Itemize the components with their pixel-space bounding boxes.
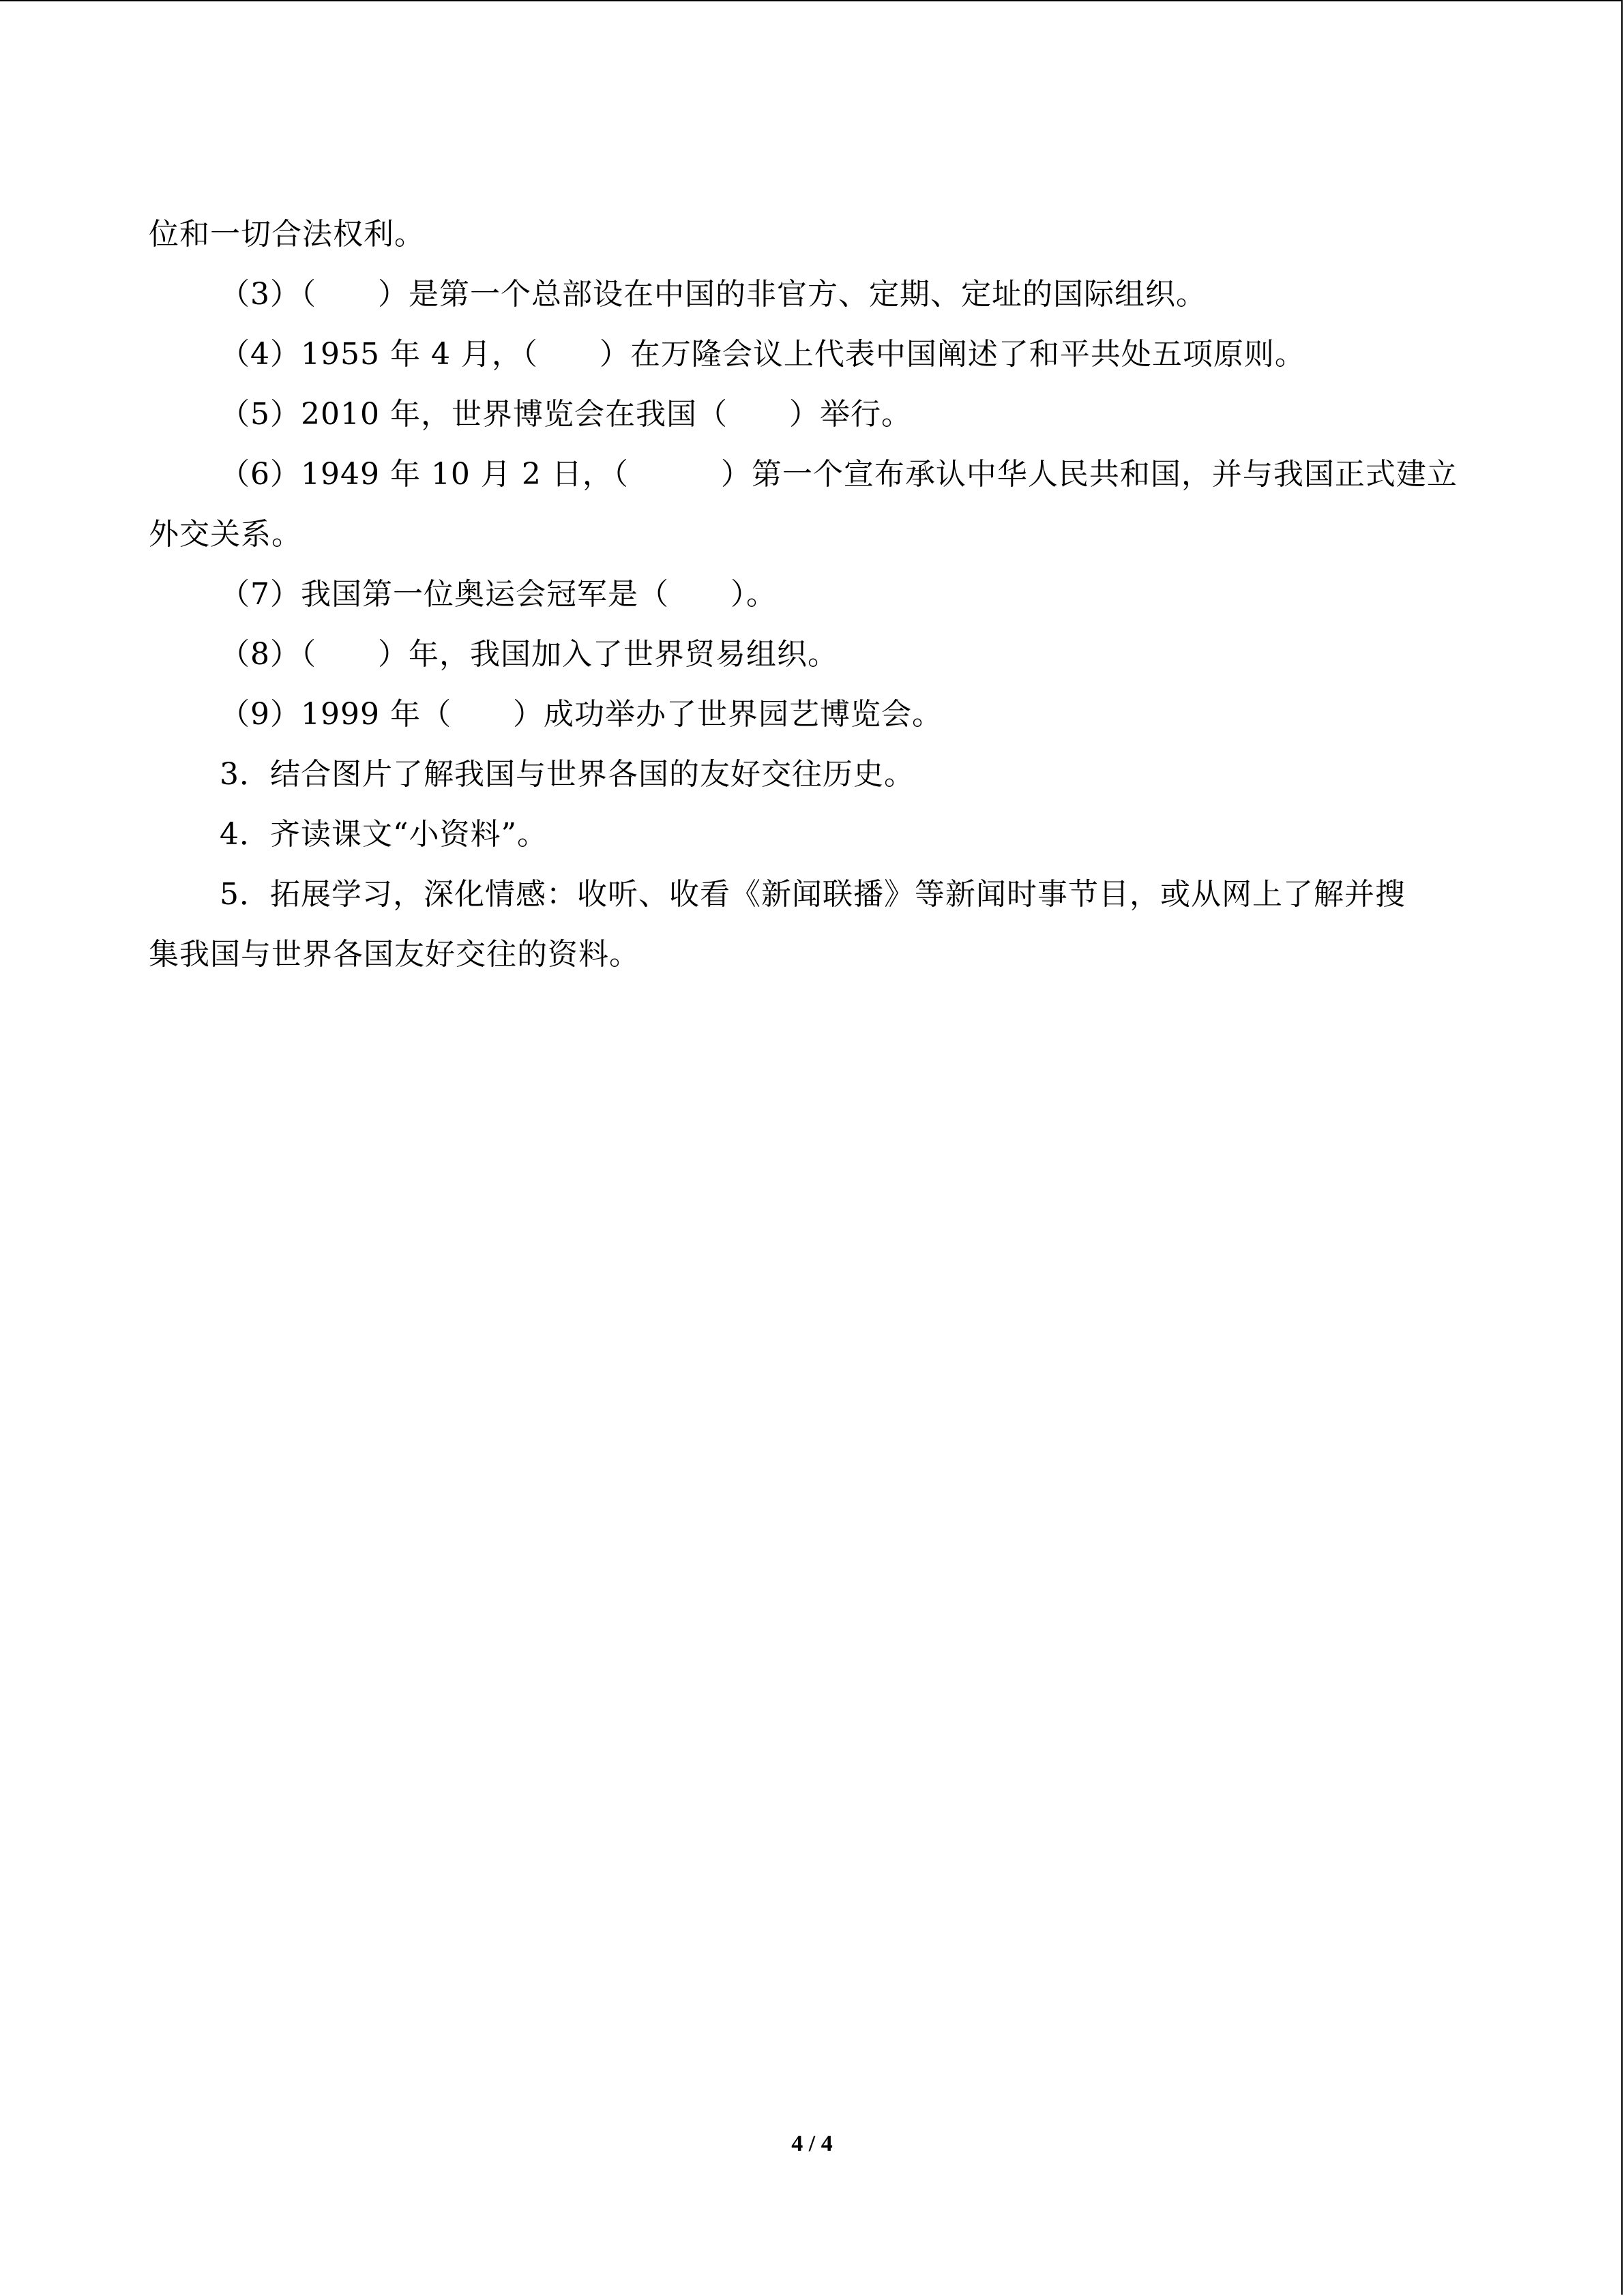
question-8: （8）（ ）年，我国加入了世界贸易组织。 — [220, 637, 838, 672]
document-body — [149, 205, 1475, 985]
item-5: 5．拓展学习，深化情感：收听、收看《新闻联播》等新闻时事节目，或从网上了解并搜 — [220, 877, 1406, 912]
question-9: （9）1999 年（ ）成功举办了世界园艺博览会。 — [220, 697, 943, 732]
paragraph-continuation: 位和一切合法权利。 — [149, 217, 425, 252]
question-7: （7）我国第一位奥运会冠军是（ ）。 — [220, 577, 777, 612]
question-6: （6）1949 年 10 月 2 日，（ ）第一个宣布承认中华人民共和国，并与我国正式建立 — [220, 457, 1458, 492]
question-6-continuation: 外交关系。 — [149, 517, 302, 552]
item-3: 3．结合图片了解我国与世界各国的友好交往历史。 — [220, 757, 915, 792]
question-5: （5）2010 年，世界博览会在我国（ ）举行。 — [220, 397, 912, 432]
question-4: （4）1955 年 4 月，（ ）在万隆会议上代表中国阐述了和平共处五项原则。 — [220, 337, 1305, 372]
item-5-continuation: 集我国与世界各国友好交往的资料。 — [149, 937, 640, 972]
question-3: （3）（ ）是第一个总部设在中国的非官方、定期、定址的国际组织。 — [220, 277, 1207, 312]
item-4: 4．齐读课文“小资料”。 — [220, 817, 548, 852]
page-number: 4 / 4 — [791, 2131, 833, 2156]
